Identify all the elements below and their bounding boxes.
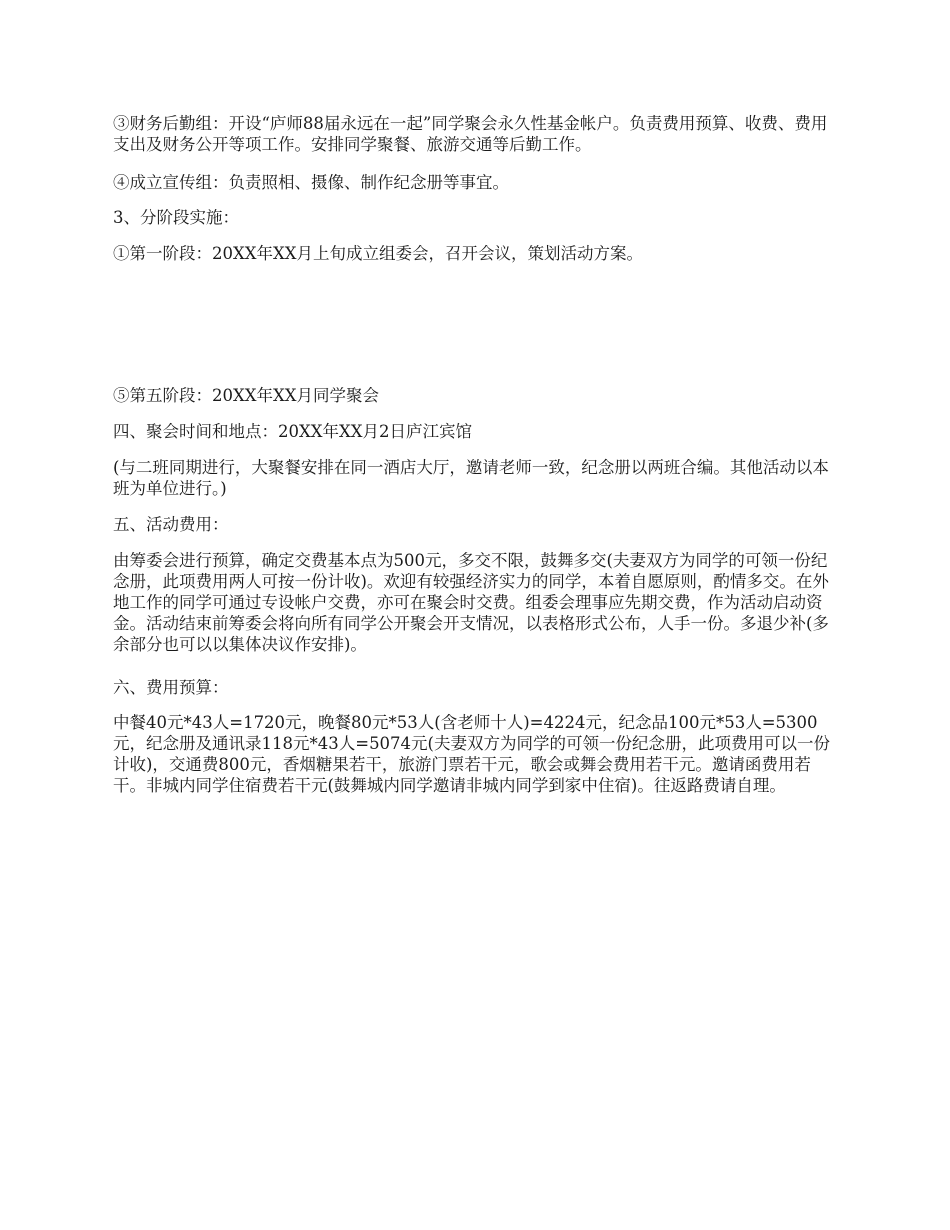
paragraph-budget-details: 中餐40元*43人=1720元，晚餐80元*53人(含老师十人)=4224元，纪念品100元*53人=5300元，纪念册及通讯录118元*43人=5074元(夫妻双方为同学的可领一份纪念册，此项费用可以一份计收)，交通费800元，香烟糖果若干，旅游门票若干元，歌会或舞会费用若干元。邀请函费用若干。非城内同学住宿费若干元(鼓舞城内同学邀请非城内同学到家中住宿)。往返路费请自理。 — [113, 713, 830, 795]
paragraph-phase-five: ⑤第五阶段：20XX年XX月同学聚会 — [113, 386, 379, 405]
paragraph-finance-group: ③财务后勤组：开设“庐师88届永远在一起”同学聚会永久性基金帐户。负责费用预算、收费、费用支出及财务公开等项工作。安排同学聚餐、旅游交通等后勤工作。 — [113, 114, 828, 154]
paragraph-joint-class-note: (与二班同期进行，大聚餐安排在同一酒店大厅，邀请老师一致，纪念册以两班合编。其他活动以本班为单位进行。) — [113, 458, 829, 498]
section-heading-activity-fees: 五、活动费用： — [113, 515, 229, 534]
paragraph-publicity-group: ④成立宣传组：负责照相、摄像、制作纪念册等事宜。 — [113, 173, 509, 192]
paragraph-fee-details: 由筹委会进行预算，确定交费基本点为500元，多交不限，鼓舞多交(夫妻双方为同学的可领一份纪念册，此项费用两人可按一份计收)。欢迎有较强经济实力的同学，本着自愿原则，酌情多交。在外地工作的同学可通过专设帐户交费，亦可在聚会时交费。组委会理事应先期交费，作为活动启动资金。活动结束前筹委会将向所有同学公开聚会开支情况，以表格形式公布，人手一份。多退少补(多余部分也可以以集体决议作安排)。 — [113, 551, 829, 654]
section-heading-phases: 3、分阶段实施： — [113, 208, 239, 227]
section-heading-budget: 六、费用预算： — [113, 678, 229, 697]
section-heading-time-place: 四、聚会时间和地点：20XX年XX月2日庐江宾馆 — [113, 422, 472, 441]
paragraph-phase-one: ①第一阶段：20XX年XX月上旬成立组委会，召开会议，策划活动方案。 — [113, 244, 643, 263]
